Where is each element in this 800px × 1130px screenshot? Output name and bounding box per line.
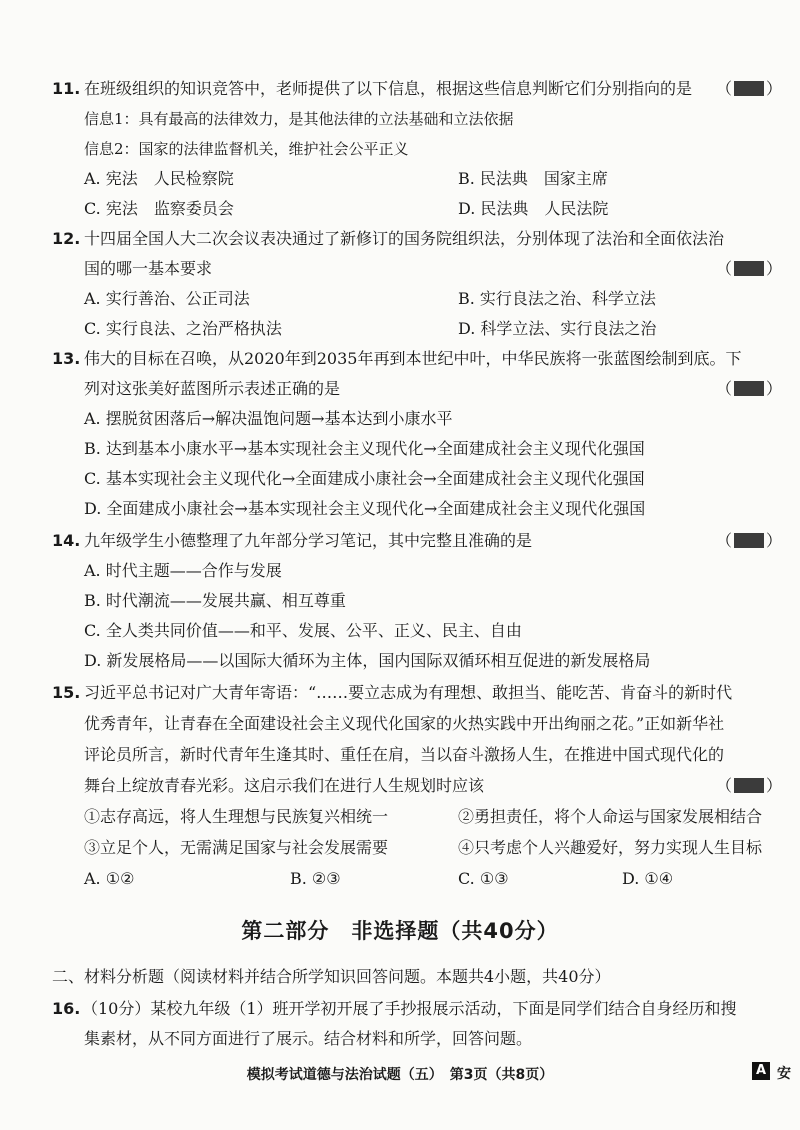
answer-bracket: （ ） [716,776,783,795]
option-a: A. ①② [84,869,135,888]
paper-version-badge: A [752,1062,770,1080]
option-b: B. 时代潮流——发展共赢、相互尊重 [84,591,346,610]
page-footer: 模拟考试道德与法治试题（五） 第3页（共8页） [246,1067,554,1083]
question-stem: 集素材，从不同方面进行了展示。结合材料和所学，回答问题。 [84,1029,533,1048]
redacted-answer-mark [734,261,764,276]
question-number: 11. [52,79,81,98]
statement-3: ③立足个人，无需满足国家与社会发展需要 [84,838,389,857]
option-d: D. 科学立法、实行良法之治 [458,319,657,338]
redacted-answer-mark [734,81,764,96]
question-stem: 评论员所言，新时代青年生逢其时、重任在肩，当以奋斗激扬人生，在推进中国式现代化的 [84,745,725,764]
question-stem: 列对这张美好蓝图所示表述正确的是 [84,379,341,398]
question-stem: 十四届全国人大二次会议表决通过了新修订的国务院组织法，分别体现了法治和全面依法治 [84,229,725,248]
option-c: C. 全人类共同价值——和平、发展、公平、正义、民主、自由 [84,621,522,640]
info-line: 信息1：具有最高的法律效力，是其他法律的立法基础和立法依据 [84,110,514,128]
question-stem: 伟大的目标在召唤，从2020年到2035年再到本世纪中叶，中华民族将一张蓝图绘制到底。下 [84,349,742,368]
question-number: 14. [52,531,81,550]
option-a: A. 摆脱贫困落后→解决温饱问题→基本达到小康水平 [84,409,453,428]
question-number: 13. [52,349,81,368]
question-stem: （10分）某校九年级（1）班开学初开展了手抄报展示活动，下面是同学们结合自身经历和搜 [82,999,737,1018]
footer-tail-text: 安 [777,1066,791,1082]
option-b: B. ②③ [290,869,341,888]
option-d: D. 全面建成小康社会→基本实现社会主义现代化→全面建成社会主义现代化强国 [84,499,646,518]
question-stem: 舞台上绽放青春光彩。这启示我们在进行人生规划时应该 [84,776,485,795]
option-a: A. 宪法 人民检察院 [84,169,234,188]
option-c: C. 基本实现社会主义现代化→全面建成小康社会→全面建成社会主义现代化强国 [84,469,645,488]
option-c: C. 宪法 监察委员会 [84,199,234,218]
redacted-answer-mark [734,533,764,548]
question-number: 16. [52,999,81,1018]
option-b: B. 民法典 国家主席 [458,169,608,188]
option-d: D. 新发展格局——以国际大循环为主体，国内国际双循环相互促进的新发展格局 [84,651,651,670]
option-b: B. 达到基本小康水平→基本实现社会主义现代化→全面建成社会主义现代化强国 [84,439,645,458]
option-d: D. 民法典 人民法院 [458,199,609,218]
option-d: D. ①④ [622,869,674,888]
info-line: 信息2：国家的法律监督机关，维护社会公平正义 [84,140,409,158]
option-a: A. 时代主题——合作与发展 [84,561,282,580]
section-heading: 二、材料分析题（阅读材料并结合所学知识回答问题。本题共4小题，共40分） [52,967,611,986]
question-stem: 九年级学生小德整理了九年部分学习笔记，其中完整且准确的是 [84,531,533,550]
question-stem: 优秀青年，让青春在全面建设社会主义现代化国家的火热实践中开出绚丽之花。”正如新华社 [84,714,725,733]
option-a: A. 实行善治、公正司法 [84,289,250,308]
redacted-answer-mark [734,778,764,793]
question-stem: 国的哪一基本要求 [84,259,213,278]
question-stem: 习近平总书记对广大青年寄语：“……要立志成为有理想、敢担当、能吃苦、肯奋斗的新时代 [84,683,733,702]
option-c: C. ①③ [458,869,509,888]
redacted-answer-mark [734,381,764,396]
question-stem: 在班级组织的知识竞答中，老师提供了以下信息，根据这些信息判断它们分别指向的是 [84,79,693,98]
statement-1: ①志存高远，将人生理想与民族复兴相统一 [84,807,389,826]
statement-4: ④只考虑个人兴趣爱好，努力实现人生目标 [458,838,763,857]
part-title: 第二部分 非选择题（共40分） [241,919,559,943]
statement-2: ②勇担责任，将个人命运与国家发展相结合 [458,807,763,826]
question-number: 12. [52,229,81,248]
answer-bracket: （ ） [716,259,783,278]
option-b: B. 实行良法之治、科学立法 [458,289,656,308]
question-number: 15. [52,683,81,702]
option-c: C. 实行良法、之治严格执法 [84,319,282,338]
answer-bracket: （ ） [716,79,783,98]
answer-bracket: （ ） [716,531,783,550]
answer-bracket: （ ） [716,379,783,398]
